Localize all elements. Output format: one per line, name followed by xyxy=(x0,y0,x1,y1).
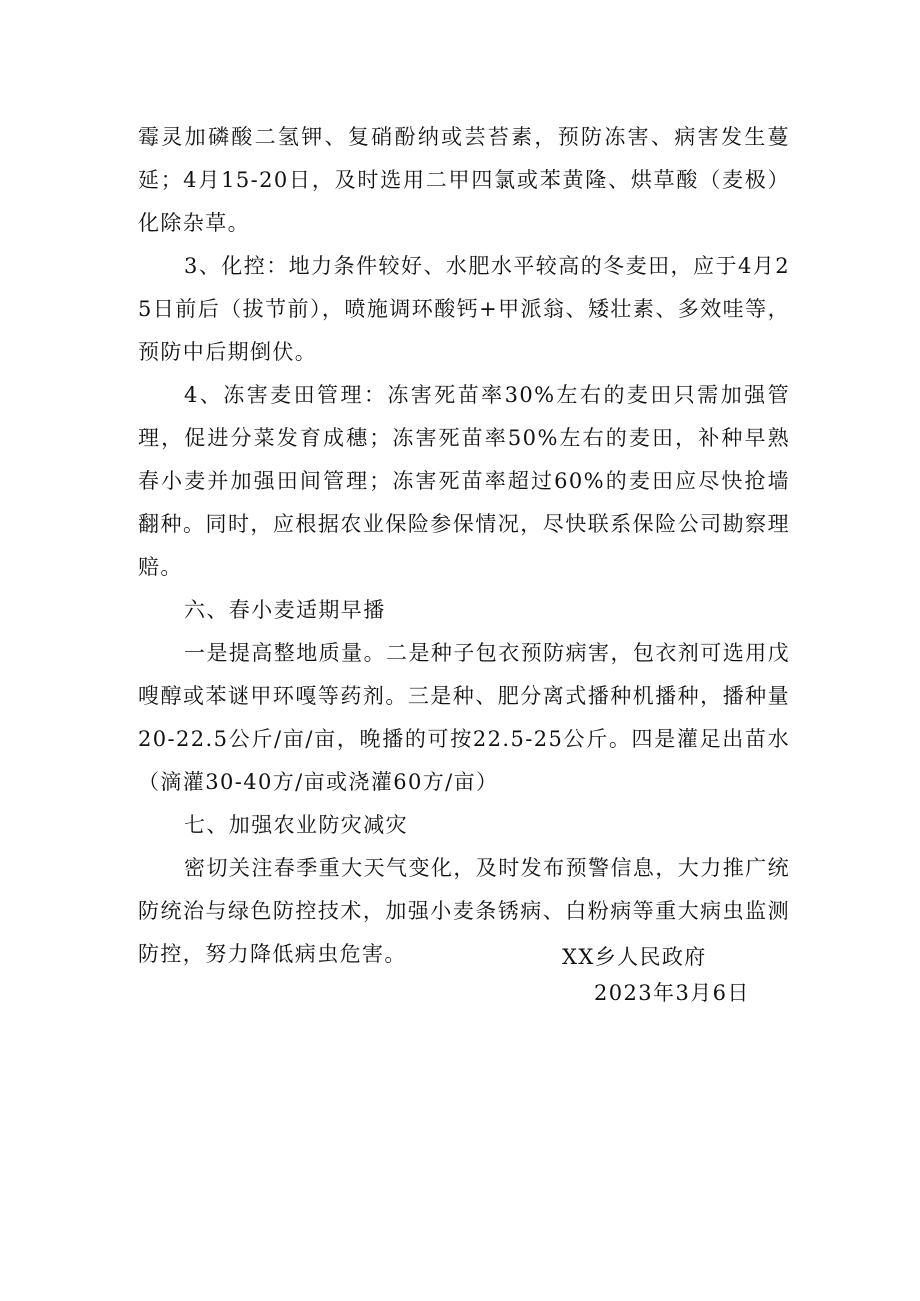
paragraph-frost-damage: 4、冻害麦田管理：冻害死苗率30%左右的麦田只需加强管理，促进分菜发育成穗；冻害死苗率50%左右的麦田，补种早熟春小麦并加强田间管理；冻害死苗率超过60%的麦田应尽快抢墙翻种。同时，应根据农业保险参保情况，尽快联系保险公司勘察理赔。 xyxy=(138,383,790,579)
section-heading-spring-wheat: 六、春小麦适期早播 xyxy=(184,598,386,622)
signature-date: 2023年3月6日 xyxy=(594,981,750,1005)
paragraph-continuation: 霉灵加磷酸二氢钾、复硝酚纳或芸苔素，预防冻害、病害发生蔓延；4月15-20日，及时选用二甲四氯或苯黄隆、烘草酸（麦极）化除杂草。 xyxy=(138,125,790,235)
paragraph-disaster-prevention: 密切关注春季重大天气变化，及时发布预警信息，大力推广统防统治与绿色防控技术，加强小麦条锈病、白粉病等重大病虫监测防控，努力降低病虫危害。 xyxy=(138,856,790,966)
section-heading-disaster-prevention: 七、加强农业防灾减灾 xyxy=(184,813,408,837)
signature-organization: XX乡人民政府 xyxy=(562,945,707,969)
paragraph-chemical-control: 3、化控：地力条件较好、水肥水平较高的冬麦田，应于4月25日前后（拔节前），喷施调环酸钙+甲派翁、矮壮素、多效哇等，预防中后期倒伏。 xyxy=(138,254,790,364)
paragraph-spring-wheat: 一是提高整地质量。二是种子包衣预防病害，包衣剂可选用戊嗖醇或苯谜甲环嘎等药剂。三是种、肥分离式播种机播种，播种量20-22.5公斤/亩/亩，晚播的可按22.5-25公斤。四是灌足出苗水（滴灌30-40方/亩或浇灌60方/亩） xyxy=(138,641,790,794)
document-body xyxy=(138,116,790,976)
